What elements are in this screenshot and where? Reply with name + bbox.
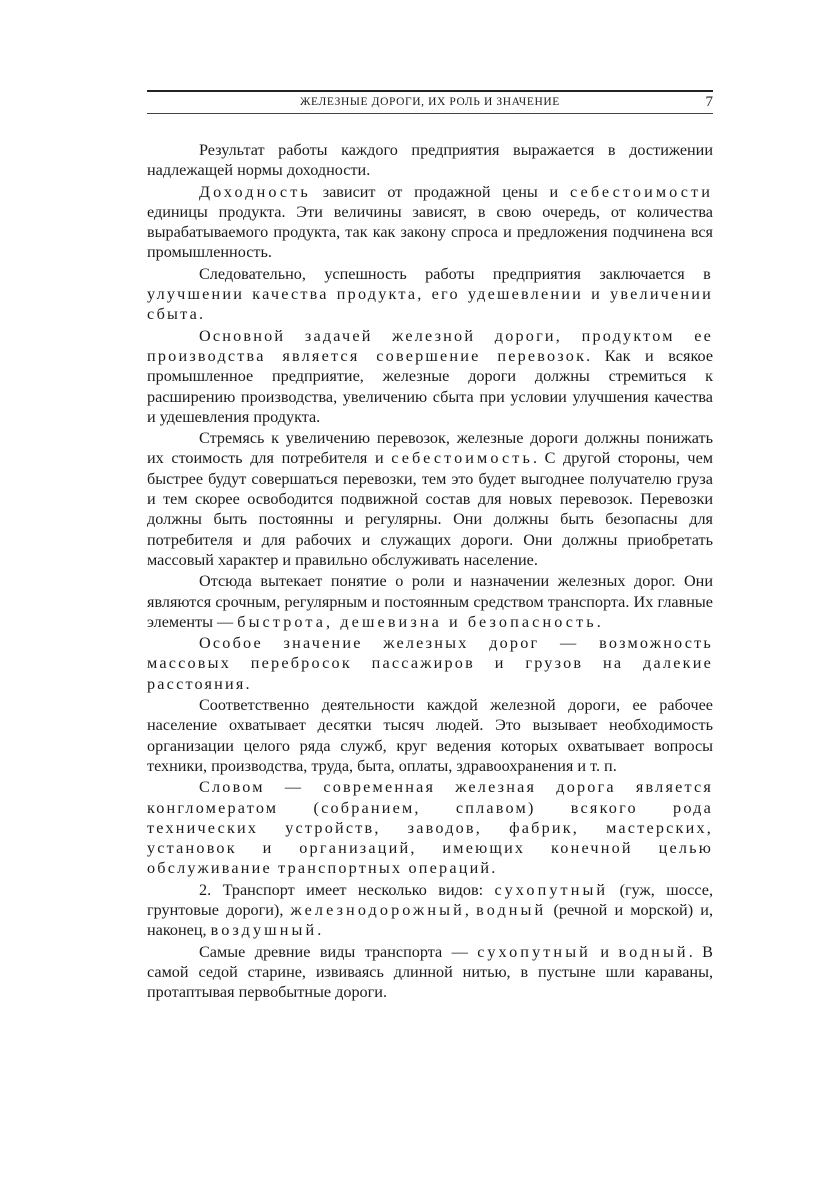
text-run: . <box>245 674 250 693</box>
emphasized-text: водный <box>476 900 547 919</box>
paragraph <box>147 633 713 694</box>
text-run: Самые древние виды транспорта — <box>199 942 478 961</box>
text-run: . С другой стороны, чем быстрее будут совершаться перевозки, тем это будет выгоднее получателю груза и тем скорее освободится подвижной состав для новых перевозок. Перевозки должны быть постоянны и регулярны. Они должны быть безопасны для потребителя и для рабочих и служащих дороги. Они должны приобретать массовый характер и правильно обслуживать население. <box>147 449 713 569</box>
text-run: 2. Транспорт имеет несколько видов: <box>199 880 495 899</box>
text-run: единицы продукта. Эти величины зависят, в свою очередь, от количества вырабатываемого продукта, так как закону спроса и предложения подчинена вся промышленность. <box>147 202 713 262</box>
body-text <box>147 140 713 1003</box>
paragraph <box>147 942 713 1003</box>
paragraph <box>147 182 713 263</box>
text-run: Результат работы каждого предприятия выражается в достижении надлежащей нормы доходности. <box>147 141 713 180</box>
emphasized-text: себестоимости <box>570 182 713 201</box>
text-run: , <box>464 900 477 919</box>
emphasized-text: себестоимость <box>391 449 533 468</box>
paragraph <box>147 777 713 878</box>
text-run: Следовательно, успешность работы предприятия заключается <box>199 264 704 283</box>
text-run: Соответственно деятельности каждой железной дороги, ее рабочее население охватывает десятки тысяч людей. Это вызывает необходимость организации целого ряда служб, круг ведения которых охватывает вопросы техники, производства, труда, быта, оплаты, здравоохранения и т. п. <box>147 696 713 775</box>
paragraph <box>147 695 713 776</box>
paragraph <box>147 428 713 570</box>
emphasized-text: Основной задачей железной дороги, продуктом ее производства является совершение перевозок <box>147 326 713 365</box>
text-run: зависит от продажной цены и <box>310 182 571 201</box>
emphasized-text: быстрота, дешевизна и безопасность <box>237 612 597 631</box>
running-head <box>147 86 713 116</box>
text-run: и <box>590 942 619 961</box>
emphasized-text: в улучшении качества продукта, его удешевлении и увеличении сбыта <box>147 264 713 324</box>
text-run: Отсюда вытекает понятие о роли и назначении железных дорог. Они являются срочным, регулярным и постоянным средством транспорта. Их главные элементы — <box>147 572 713 631</box>
text-run: . Как и всякое промышленное предприятие, железные дороги должны стремиться к расширению производства, увеличению сбыта при условии улучшения качества и удешевления продукта. <box>147 346 714 426</box>
emphasized-text: сухопутный <box>494 880 609 899</box>
text-run: . <box>198 305 203 324</box>
page-number: 7 <box>705 94 713 110</box>
paragraph <box>147 571 713 632</box>
paragraph <box>147 264 713 325</box>
text-run: . <box>491 859 496 878</box>
paragraph <box>147 140 713 181</box>
emphasized-text: водный <box>618 942 689 961</box>
header-bottom-rule <box>147 113 713 114</box>
emphasized-text: Словом — современная железная дорога является конгломератом (собранием, сплавом) всякого рода технических устройств, заводов, фабрик, мастерских, установок и организаций, имеющих конечной целью обслуживание транспортных операций <box>147 778 713 878</box>
text-run: . В самой седой старине, извиваясь длинной нитью, в пустыне шли караваны, протаптывая первобытные дороги. <box>147 942 713 1002</box>
chapter-title: ЖЕЛЕЗНЫЕ ДОРОГИ, ИХ РОЛЬ И ЗНАЧЕНИЕ <box>300 96 560 108</box>
emphasized-text: Доходность <box>199 182 311 201</box>
text-run: Стремясь к увеличению перевозок, железные дороги должны понижать их стоимость для потребителя и <box>147 429 713 468</box>
emphasized-text: железнодорожный <box>290 900 465 919</box>
text-run: (гуж, шоссе, грунтовые дороги), <box>147 880 713 919</box>
emphasized-text: воздушный <box>210 921 318 940</box>
emphasized-text: Особое значение железных дорог — возможность массовых перебросок пассажиров и грузов на далекие расстояния <box>147 634 713 693</box>
text-run: . <box>317 921 322 940</box>
emphasized-text: сухопутный <box>477 942 591 961</box>
text-run: . <box>596 612 601 631</box>
paragraph <box>147 326 713 427</box>
text-run: (речной и морской) и, наконец, <box>147 900 713 940</box>
paragraph <box>147 880 713 941</box>
header-top-rule <box>147 90 713 92</box>
